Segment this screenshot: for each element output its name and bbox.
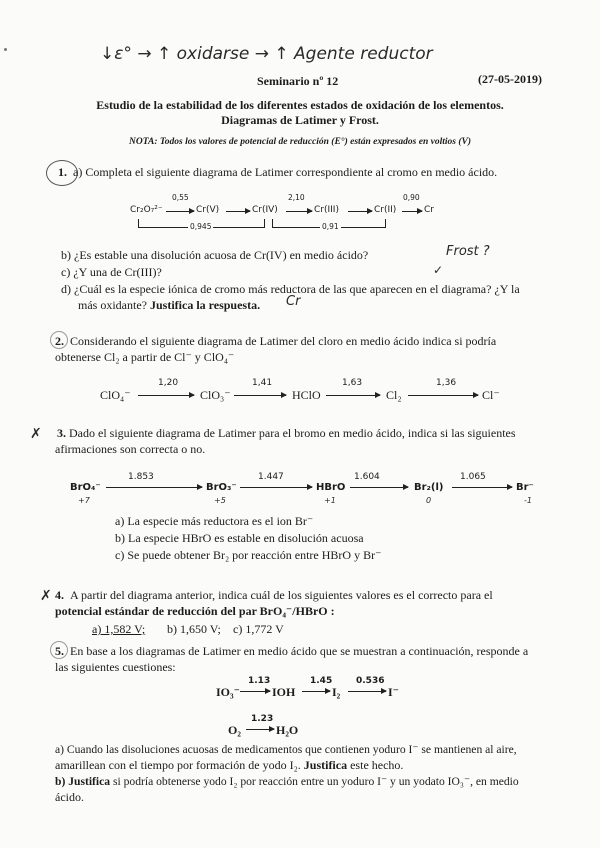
units-note: NOTA: Todos los valores de potencial de reducción (E°) están expresados en voltios (V) [129, 137, 471, 147]
question-5a-line2: amarillean con el tiempo por formación de yodo I₂. Justifica este hecho. [55, 758, 404, 772]
br-species-5: Br⁻ [516, 482, 534, 493]
question-3-number: 3. [57, 426, 66, 440]
question-4-option-a: a) 1,582 V; [92, 622, 146, 636]
question-3-line2: afirmaciones son correcta o no. [55, 442, 206, 456]
i-species-4: I⁻ [388, 685, 400, 699]
question-5b-line1: b) Justifica si podría obtenerse yodo I₂ por reacción entre un yoduro I⁻ y un yodato IO₃⁻, en medio [55, 775, 519, 788]
cl-potential-2: 1,41 [252, 378, 273, 388]
handwritten-frost: Frost ? [446, 244, 490, 259]
ox-state-4: 0 [426, 496, 432, 505]
cl-potential-1: 1,20 [158, 378, 179, 388]
br-potential-4: 1.065 [460, 472, 486, 482]
cr-potential-3: 0,90 [403, 193, 420, 202]
chromium-latimer-diagram [130, 195, 450, 235]
question-5-line1: En base a los diagramas de Latimer en medio ácido que se muestran a continuación, responde a [70, 644, 529, 658]
cr-species-3: Cr(IV) [252, 205, 278, 215]
question-1d-line2: más oxidante? Justifica la respuesta. [78, 298, 261, 312]
cr-potential-1: 0,55 [172, 193, 189, 202]
question-4-option-c: c) 1,772 V [233, 622, 284, 636]
handwritten-note-top: ↓ε° → ↑ oxidarse → ↑ Agente reductor [100, 44, 433, 64]
question-3b: b) La especie HBrO es estable en disolución acuosa [115, 531, 364, 545]
question-2-line1: Considerando el siguiente diagrama de Latimer del cloro en medio ácido indica si podría [70, 334, 497, 348]
question-1c: c) ¿Y una de Cr(III)? [61, 265, 162, 279]
o-species-2: H₂O [276, 723, 299, 737]
handwritten-cr: Cr [286, 294, 301, 309]
br-species-3: HBrO [316, 482, 346, 493]
question-1d-line1: d) ¿Cuál es la especie iónica de cromo más reductora de las que aparecen en el diagrama? ¿Y la [61, 282, 520, 296]
br-species-1: BrO₄⁻ [70, 482, 101, 493]
cr-potential-bottom-1: 0,945 [190, 222, 212, 231]
question-5-line2: las siguientes cuestiones: [55, 660, 176, 674]
page-title-line2: Diagramas de Latimer y Frost. [221, 113, 379, 127]
cross-mark-q4: ✗ [40, 588, 52, 604]
ox-state-5: -1 [524, 496, 532, 505]
o-species-1: O₂ [228, 723, 241, 737]
ox-state-2: +5 [214, 496, 226, 505]
question-3a: a) La especie más reductora es el ion Br⁻ [115, 514, 314, 528]
cr-potential-bottom-2: 0,91 [322, 222, 339, 231]
question-1-number: 1. [58, 165, 67, 179]
cr-potential-2: 2,10 [288, 193, 305, 202]
br-species-4: Br₂(l) [414, 482, 444, 493]
cl-species-4: Cl₂ [386, 388, 402, 402]
question-4-number: 4. [55, 588, 64, 602]
ox-state-3: +1 [324, 496, 336, 505]
check-mark-icon: ✓ [433, 263, 444, 277]
br-potential-3: 1.604 [354, 472, 380, 482]
cross-mark-q3: ✗ [30, 426, 42, 442]
bromine-latimer-diagram [70, 472, 540, 512]
cr-species-6: Cr [424, 205, 434, 215]
i-potential-2: 1.45 [310, 676, 333, 686]
i-potential-3: 0.536 [356, 676, 385, 686]
cl-species-2: ClO₃⁻ [200, 388, 231, 402]
question-5-number: 5. [55, 644, 64, 658]
ink-dot [4, 48, 7, 51]
cr-species-1: Cr₂O₇²⁻ [130, 205, 163, 215]
cr-species-4: Cr(III) [314, 205, 339, 215]
cr-species-2: Cr(V) [196, 205, 220, 215]
question-5b-line2: ácido. [55, 790, 84, 804]
br-potential-1: 1.853 [128, 472, 154, 482]
br-potential-2: 1.447 [258, 472, 284, 482]
question-4-option-b: b) 1,650 V; [167, 622, 221, 636]
br-species-2: BrO₃⁻ [206, 482, 237, 493]
question-4-line2: potencial estándar de reducción del par BrO₄⁻/HBrO : [55, 604, 335, 618]
cl-species-3: HClO [292, 388, 321, 402]
oxygen-latimer-diagram [228, 714, 328, 738]
cl-potential-3: 1,63 [342, 378, 363, 388]
iodine-latimer-diagram [216, 676, 416, 704]
i-potential-1: 1.13 [248, 676, 271, 686]
question-5a-line1: a) Cuando las disoluciones acuosas de medicamentos que contienen yoduro I⁻ se mantienen al aire, [55, 743, 517, 756]
i-species-2: IOH [272, 685, 296, 699]
cl-potential-4: 1,36 [436, 378, 457, 388]
o-potential-1: 1.23 [251, 714, 274, 724]
seminar-date: (27-05-2019) [478, 72, 542, 86]
cl-species-5: Cl⁻ [482, 388, 500, 402]
question-3c: c) Se puede obtener Br₂ por reacción entre HBrO y Br⁻ [115, 548, 382, 562]
seminar-number: Seminario nº 12 [257, 74, 339, 88]
question-1-intro: a) Completa el siguiente diagrama de Latimer correspondiente al cromo en medio ácido. [73, 165, 498, 179]
question-2-number: 2. [55, 334, 64, 348]
question-1b: b) ¿Es estable una disolución acuosa de Cr(IV) en medio ácido? [61, 248, 369, 262]
question-3-line1: Dado el siguiente diagrama de Latimer para el bromo en medio ácido, indica si las siguientes [69, 426, 516, 440]
cl-species-1: ClO₄⁻ [100, 388, 131, 402]
chlorine-latimer-diagram [100, 378, 520, 408]
page-title-line1: Estudio de la estabilidad de los diferentes estados de oxidación de los elementos. [96, 98, 504, 112]
question-4-line1: A partir del diagrama anterior, indica cuál de los siguientes valores es el correcto para el [70, 588, 493, 602]
i-species-1: IO₃⁻ [216, 685, 240, 699]
question-2-line2: obtenerse Cl₂ a partir de Cl⁻ y ClO₄⁻ [55, 350, 235, 364]
cr-species-5: Cr(II) [374, 205, 397, 215]
i-species-3: I₂ [332, 685, 341, 699]
ox-state-1: +7 [78, 496, 90, 505]
